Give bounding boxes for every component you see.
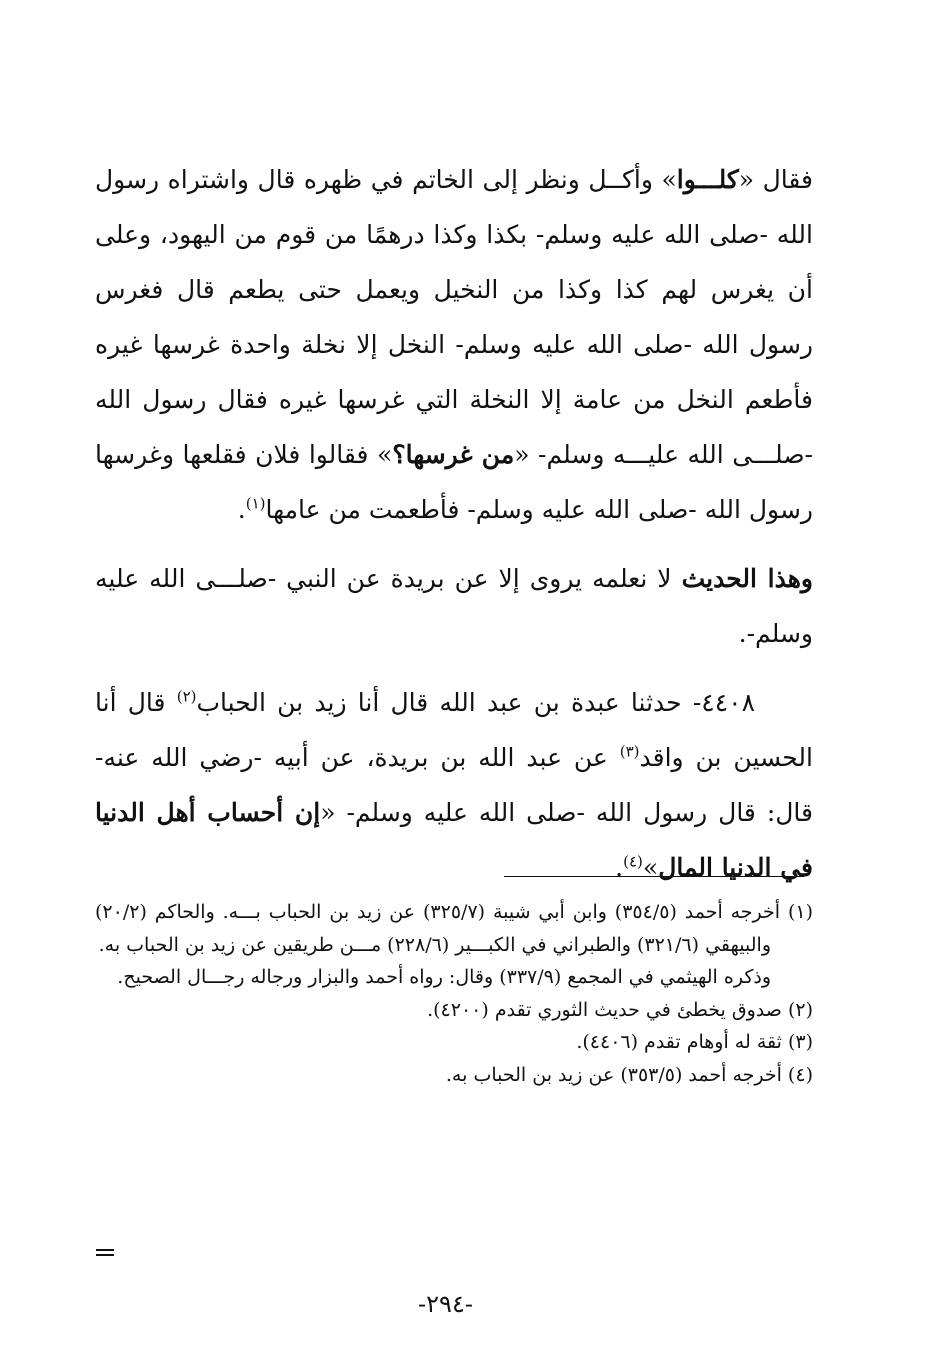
footnotes [95, 896, 813, 1091]
text-run: لا نعلمه يروى إلا عن بريدة عن النبي -صلـــى الله عليه وسلم-. [95, 564, 813, 648]
paragraph-hadith-4408 [95, 675, 813, 895]
footnote-ref-4[interactable]: (٤) [623, 852, 643, 871]
footnote-3: (٣) ثقة له أوهام تقدم (٤٤٠٦). [576, 1031, 813, 1053]
main-text [95, 152, 813, 895]
commentary-lead-bold: وهذا الحديث [681, 564, 813, 593]
text-run: . [237, 495, 246, 524]
text-run: فقال « [738, 165, 813, 194]
footnote-separator [504, 876, 804, 877]
end-mark-icon [96, 1249, 114, 1256]
footnote-ref-2[interactable]: (٢) [176, 687, 197, 706]
footnote-2: (٢) صدوق يخطئ في حديث الثوري تقدم (٤٢٠٠). [427, 998, 813, 1021]
text-run: » فقالوا فلان فقلعها وغرسها رسول الله -صلى الله عليه وسلم- فأطعمت من عامها [95, 440, 813, 524]
text-run: قال أنا الحسين بن واقد [95, 688, 813, 772]
quoted-speech-bold: إن أحساب أهل الدنيا في الدنيا المال [95, 798, 813, 882]
quoted-speech-bold: من غرسها؟ [392, 440, 515, 469]
text-run: ٤٤٠٨- حدثنا عبدة بن عبد الله قال أنا زيد بن الحباب [196, 688, 755, 717]
footnote-1: (١) أخرجه أحمد (٣٥٤/٥) وابن أبي شيبة (٣٢٥/٧) عن زيد بن الحباب بـــه. والحاكم (٢٠/٢) والبيهقي (٣٢١/٦) والطبراني في الكبـــير (٢٢٨/٦) مـــن طريقين عن زيد بن الحباب به. [95, 901, 813, 956]
text-run: » وأكــل ونظر إلى الخاتم في ظهره قال واشتراه رسول الله -صلى الله عليه وسلم- بكذا وكذا درهمًا من قوم من اليهود، وعلى أن يغرس لهم كذا وكذا من النخيل ويعمل حتى يطعم قال فغرس رسول الله -صلى الله عليه وسلم- النخل إلا نخلة واحدة غرسها غيره فأطعم النخل من عامة إلا النخلة التي غرسها غيره فقال رسول الله -صلـــى الله عليـــه وسلم- « [95, 165, 813, 469]
text-run: . [615, 853, 624, 882]
page-number: -٢٩٤- [418, 1290, 473, 1318]
paragraph-hadith-continuation [95, 152, 813, 537]
footnote-1-continuation: وذكره الهيثمي في المجمع (٣٣٧/٩) وقال: رواه أحمد والبزار ورجاله رجـــال الصحيح. [117, 966, 771, 988]
footnote-4: (٤) أخرجه أحمد (٣٥٣/٥) عن زيد بن الحباب به. [445, 1063, 813, 1086]
text-run: عن عبد الله بن بريدة، عن أبيه -رضي الله عنه- قال: قال رسول الله -صلى الله عليه وسلم- « [95, 743, 814, 827]
footnote-ref-3[interactable]: (٣) [619, 742, 640, 761]
text-run: » [642, 853, 659, 882]
paragraph-commentary [95, 551, 813, 661]
footnote-ref-1[interactable]: (١) [245, 494, 266, 513]
quoted-speech-bold: كلـــوا [676, 165, 739, 194]
